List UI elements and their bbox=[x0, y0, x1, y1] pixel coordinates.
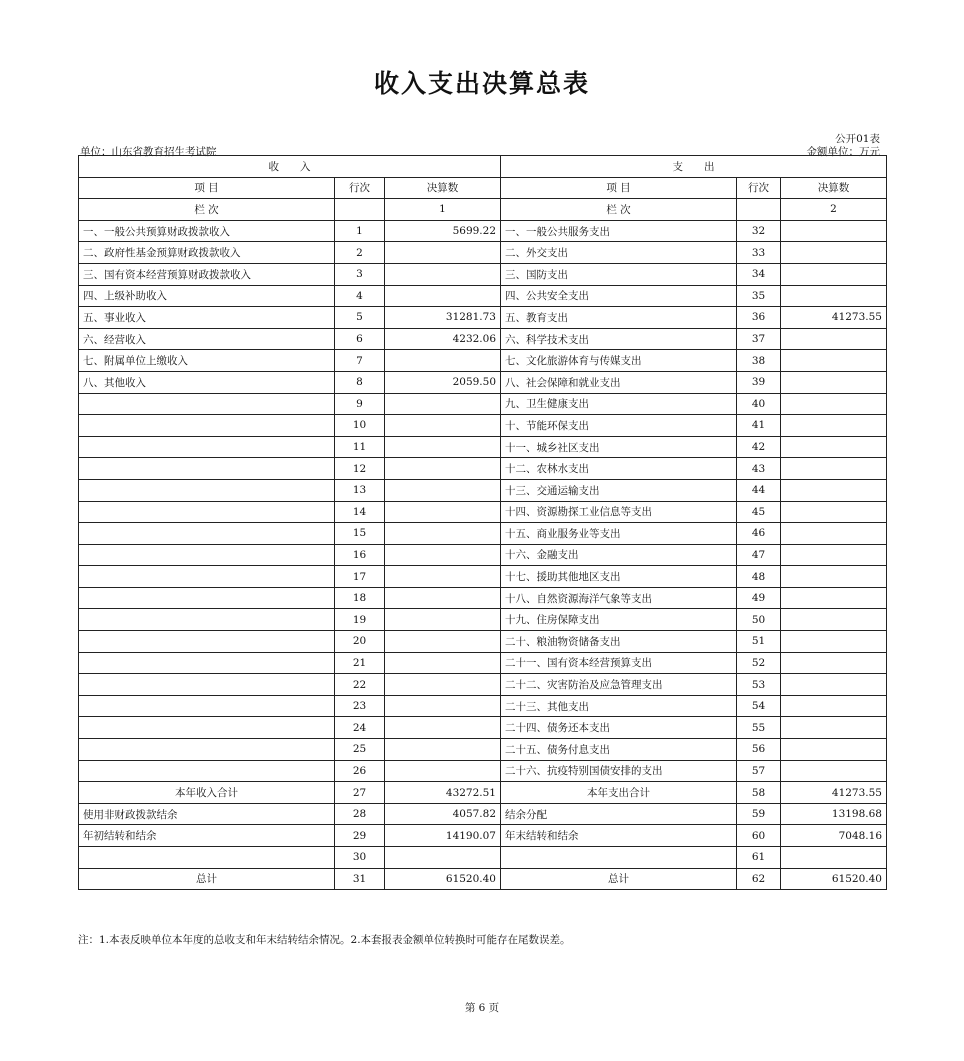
income-row-number: 4 bbox=[335, 285, 385, 307]
income-item: 三、国有资本经营预算财政拨款收入 bbox=[79, 263, 335, 285]
income-amount: 2059.50 bbox=[385, 371, 501, 393]
expense-col-number: 2 bbox=[781, 199, 887, 221]
income-item bbox=[79, 501, 335, 523]
expense-row-number: 41 bbox=[737, 415, 781, 437]
expense-amount bbox=[781, 393, 887, 415]
income-col-label: 栏 次 bbox=[79, 199, 335, 221]
expense-amount bbox=[781, 544, 887, 566]
income-amount: 14190.07 bbox=[385, 825, 501, 847]
income-item bbox=[79, 674, 335, 696]
income-item bbox=[79, 847, 335, 869]
expense-row-number: 47 bbox=[737, 544, 781, 566]
income-item bbox=[79, 652, 335, 674]
expense-row-number: 36 bbox=[737, 307, 781, 329]
expense-amount bbox=[781, 609, 887, 631]
expense-item: 二、外交支出 bbox=[501, 242, 737, 264]
income-row-number: 5 bbox=[335, 307, 385, 329]
expense-item: 三、国防支出 bbox=[501, 263, 737, 285]
expense-item: 结余分配 bbox=[501, 803, 737, 825]
expense-amount bbox=[781, 847, 887, 869]
expense-row-number: 51 bbox=[737, 631, 781, 653]
table-row bbox=[79, 868, 887, 890]
expense-amount bbox=[781, 652, 887, 674]
income-amount bbox=[385, 847, 501, 869]
expense-row-number: 34 bbox=[737, 263, 781, 285]
expense-amount-header: 决算数 bbox=[781, 177, 887, 199]
income-amount bbox=[385, 717, 501, 739]
income-item: 总计 bbox=[79, 868, 335, 890]
expense-amount bbox=[781, 371, 887, 393]
income-item bbox=[79, 566, 335, 588]
expense-item: 总计 bbox=[501, 868, 737, 890]
expense-amount bbox=[781, 566, 887, 588]
income-row-number: 18 bbox=[335, 587, 385, 609]
table-row bbox=[79, 717, 887, 739]
income-row-number: 20 bbox=[335, 631, 385, 653]
expense-item: 十一、城乡社区支出 bbox=[501, 436, 737, 458]
income-row-number: 29 bbox=[335, 825, 385, 847]
expense-item: 九、卫生健康支出 bbox=[501, 393, 737, 415]
expense-amount bbox=[781, 501, 887, 523]
income-amount: 4232.06 bbox=[385, 328, 501, 350]
table-row bbox=[79, 307, 887, 329]
expense-item: 十、节能环保支出 bbox=[501, 415, 737, 437]
expense-item: 六、科学技术支出 bbox=[501, 328, 737, 350]
income-item bbox=[79, 415, 335, 437]
form-number: 公开01表 bbox=[835, 133, 880, 145]
income-row-number: 14 bbox=[335, 501, 385, 523]
expense-item: 十二、农林水支出 bbox=[501, 458, 737, 480]
expense-amount: 41273.55 bbox=[781, 307, 887, 329]
empty-cell bbox=[737, 199, 781, 221]
table-row bbox=[79, 285, 887, 307]
table-row bbox=[79, 544, 887, 566]
expense-row-number: 60 bbox=[737, 825, 781, 847]
expense-row-number: 40 bbox=[737, 393, 781, 415]
expense-amount: 61520.40 bbox=[781, 868, 887, 890]
income-row-number: 25 bbox=[335, 739, 385, 761]
table-row bbox=[79, 523, 887, 545]
expense-item-header: 项 目 bbox=[501, 177, 737, 199]
table-row bbox=[79, 652, 887, 674]
expense-item: 二十四、债务还本支出 bbox=[501, 717, 737, 739]
income-section-header: 收 入 bbox=[79, 156, 501, 178]
expense-amount bbox=[781, 242, 887, 264]
expense-amount bbox=[781, 263, 887, 285]
expense-row-number: 56 bbox=[737, 739, 781, 761]
income-amount bbox=[385, 479, 501, 501]
expense-row-number: 52 bbox=[737, 652, 781, 674]
income-item bbox=[79, 695, 335, 717]
expense-item: 十八、自然资源海洋气象等支出 bbox=[501, 587, 737, 609]
income-item bbox=[79, 609, 335, 631]
income-item bbox=[79, 436, 335, 458]
income-row-number: 28 bbox=[335, 803, 385, 825]
expense-item: 二十五、债务付息支出 bbox=[501, 739, 737, 761]
expense-item: 二十六、抗疫特别国债安排的支出 bbox=[501, 760, 737, 782]
income-item bbox=[79, 544, 335, 566]
income-item-header: 项 目 bbox=[79, 177, 335, 199]
income-item bbox=[79, 587, 335, 609]
income-amount bbox=[385, 760, 501, 782]
income-amount bbox=[385, 501, 501, 523]
expense-amount bbox=[781, 739, 887, 761]
expense-amount bbox=[781, 631, 887, 653]
table-row bbox=[79, 674, 887, 696]
income-row-number: 16 bbox=[335, 544, 385, 566]
expense-amount bbox=[781, 436, 887, 458]
expense-row-number: 49 bbox=[737, 587, 781, 609]
income-amount bbox=[385, 674, 501, 696]
table-row bbox=[79, 782, 887, 804]
income-row-number: 22 bbox=[335, 674, 385, 696]
expense-item: 五、教育支出 bbox=[501, 307, 737, 329]
income-row-number: 1 bbox=[335, 220, 385, 242]
income-amount bbox=[385, 544, 501, 566]
income-row-number: 31 bbox=[335, 868, 385, 890]
expense-row-number: 50 bbox=[737, 609, 781, 631]
income-row-number: 11 bbox=[335, 436, 385, 458]
income-row-number: 23 bbox=[335, 695, 385, 717]
table-row bbox=[79, 458, 887, 480]
income-item bbox=[79, 458, 335, 480]
income-amount bbox=[385, 739, 501, 761]
table-row bbox=[79, 609, 887, 631]
income-amount bbox=[385, 415, 501, 437]
income-amount: 43272.51 bbox=[385, 782, 501, 804]
income-col-number: 1 bbox=[385, 199, 501, 221]
income-row-number: 10 bbox=[335, 415, 385, 437]
income-row-number: 3 bbox=[335, 263, 385, 285]
expense-item: 十七、援助其他地区支出 bbox=[501, 566, 737, 588]
income-item: 八、其他收入 bbox=[79, 371, 335, 393]
expense-row-number: 48 bbox=[737, 566, 781, 588]
income-item bbox=[79, 631, 335, 653]
expense-amount bbox=[781, 760, 887, 782]
table-row bbox=[79, 220, 887, 242]
expense-row-number: 37 bbox=[737, 328, 781, 350]
expense-row-number: 59 bbox=[737, 803, 781, 825]
table-row bbox=[79, 760, 887, 782]
income-amount: 31281.73 bbox=[385, 307, 501, 329]
income-amount bbox=[385, 242, 501, 264]
income-item: 二、政府性基金预算财政拨款收入 bbox=[79, 242, 335, 264]
income-amount-header: 决算数 bbox=[385, 177, 501, 199]
expense-row-number: 62 bbox=[737, 868, 781, 890]
income-row-number: 8 bbox=[335, 371, 385, 393]
expense-item: 十六、金融支出 bbox=[501, 544, 737, 566]
expense-row-number: 44 bbox=[737, 479, 781, 501]
income-item bbox=[79, 523, 335, 545]
expense-row-number: 43 bbox=[737, 458, 781, 480]
expense-amount bbox=[781, 717, 887, 739]
expense-row-number: 55 bbox=[737, 717, 781, 739]
income-row-number: 12 bbox=[335, 458, 385, 480]
income-row-number: 26 bbox=[335, 760, 385, 782]
income-row-number: 19 bbox=[335, 609, 385, 631]
income-expense-table bbox=[78, 155, 887, 890]
table-row bbox=[79, 263, 887, 285]
income-item: 一、一般公共预算财政拨款收入 bbox=[79, 220, 335, 242]
table-row bbox=[79, 371, 887, 393]
table-row bbox=[79, 501, 887, 523]
expense-amount bbox=[781, 285, 887, 307]
income-amount bbox=[385, 350, 501, 372]
income-item bbox=[79, 739, 335, 761]
table-row bbox=[79, 631, 887, 653]
table-row bbox=[79, 803, 887, 825]
income-amount bbox=[385, 695, 501, 717]
expense-item: 十三、交通运输支出 bbox=[501, 479, 737, 501]
expense-item: 八、社会保障和就业支出 bbox=[501, 371, 737, 393]
expense-item: 年末结转和结余 bbox=[501, 825, 737, 847]
page-number: 第 6 页 bbox=[464, 1002, 500, 1014]
income-amount: 4057.82 bbox=[385, 803, 501, 825]
expense-section-header: 支 出 bbox=[501, 156, 887, 178]
income-row-number: 9 bbox=[335, 393, 385, 415]
expense-amount bbox=[781, 328, 887, 350]
table-row bbox=[79, 739, 887, 761]
table-row bbox=[79, 695, 887, 717]
expense-item: 十五、商业服务业等支出 bbox=[501, 523, 737, 545]
expense-row-number: 33 bbox=[737, 242, 781, 264]
expense-row-number: 61 bbox=[737, 847, 781, 869]
footnote: 注：1.本表反映单位本年度的总收支和年末结转结余情况。2.本套报表金额单位转换时可能存在尾数误差。 bbox=[78, 934, 571, 946]
income-amount bbox=[385, 587, 501, 609]
expense-row-number: 45 bbox=[737, 501, 781, 523]
expense-item bbox=[501, 847, 737, 869]
income-amount bbox=[385, 652, 501, 674]
income-row-number: 27 bbox=[335, 782, 385, 804]
income-rowno-header: 行次 bbox=[335, 177, 385, 199]
table-row bbox=[79, 825, 887, 847]
income-amount bbox=[385, 609, 501, 631]
income-row-number: 21 bbox=[335, 652, 385, 674]
income-item: 使用非财政拨款结余 bbox=[79, 803, 335, 825]
expense-row-number: 54 bbox=[737, 695, 781, 717]
income-amount bbox=[385, 631, 501, 653]
table-row bbox=[79, 242, 887, 264]
expense-item: 二十、粮油物资储备支出 bbox=[501, 631, 737, 653]
table-row bbox=[79, 566, 887, 588]
expense-amount bbox=[781, 458, 887, 480]
expense-col-label: 栏 次 bbox=[501, 199, 737, 221]
expense-amount bbox=[781, 674, 887, 696]
income-item bbox=[79, 760, 335, 782]
income-row-number: 7 bbox=[335, 350, 385, 372]
income-row-number: 6 bbox=[335, 328, 385, 350]
income-amount: 61520.40 bbox=[385, 868, 501, 890]
expense-amount bbox=[781, 695, 887, 717]
income-amount bbox=[385, 393, 501, 415]
expense-item: 十九、住房保障支出 bbox=[501, 609, 737, 631]
table-row bbox=[79, 415, 887, 437]
income-item: 年初结转和结余 bbox=[79, 825, 335, 847]
expense-amount: 7048.16 bbox=[781, 825, 887, 847]
income-amount bbox=[385, 263, 501, 285]
income-amount bbox=[385, 566, 501, 588]
income-item: 本年收入合计 bbox=[79, 782, 335, 804]
expense-item: 本年支出合计 bbox=[501, 782, 737, 804]
expense-row-number: 58 bbox=[737, 782, 781, 804]
table-row bbox=[79, 587, 887, 609]
expense-row-number: 32 bbox=[737, 220, 781, 242]
income-amount bbox=[385, 458, 501, 480]
income-amount bbox=[385, 285, 501, 307]
unit-label: 单位：山东省教育招生考试院 bbox=[80, 146, 217, 158]
income-row-number: 17 bbox=[335, 566, 385, 588]
table-row bbox=[79, 393, 887, 415]
income-row-number: 30 bbox=[335, 847, 385, 869]
expense-amount: 13198.68 bbox=[781, 803, 887, 825]
income-row-number: 2 bbox=[335, 242, 385, 264]
table-row bbox=[79, 847, 887, 869]
expense-amount bbox=[781, 523, 887, 545]
income-item bbox=[79, 717, 335, 739]
income-amount bbox=[385, 436, 501, 458]
table-row bbox=[79, 350, 887, 372]
income-amount: 5699.22 bbox=[385, 220, 501, 242]
expense-item: 二十三、其他支出 bbox=[501, 695, 737, 717]
income-item: 四、上级补助收入 bbox=[79, 285, 335, 307]
expense-row-number: 35 bbox=[737, 285, 781, 307]
expense-item: 十四、资源勘探工业信息等支出 bbox=[501, 501, 737, 523]
income-row-number: 13 bbox=[335, 479, 385, 501]
expense-item: 二十二、灾害防治及应急管理支出 bbox=[501, 674, 737, 696]
expense-row-number: 38 bbox=[737, 350, 781, 372]
income-item: 七、附属单位上缴收入 bbox=[79, 350, 335, 372]
income-item bbox=[79, 393, 335, 415]
expense-rowno-header: 行次 bbox=[737, 177, 781, 199]
income-item: 五、事业收入 bbox=[79, 307, 335, 329]
expense-row-number: 42 bbox=[737, 436, 781, 458]
amount-unit: 金额单位：万元 bbox=[806, 146, 880, 158]
expense-row-number: 39 bbox=[737, 371, 781, 393]
expense-amount: 41273.55 bbox=[781, 782, 887, 804]
expense-amount bbox=[781, 479, 887, 501]
expense-item: 四、公共安全支出 bbox=[501, 285, 737, 307]
table-row bbox=[79, 328, 887, 350]
expense-row-number: 53 bbox=[737, 674, 781, 696]
income-item bbox=[79, 479, 335, 501]
expense-amount bbox=[781, 220, 887, 242]
income-item: 六、经营收入 bbox=[79, 328, 335, 350]
income-row-number: 15 bbox=[335, 523, 385, 545]
expense-item: 一、一般公共服务支出 bbox=[501, 220, 737, 242]
expense-item: 七、文化旅游体育与传媒支出 bbox=[501, 350, 737, 372]
empty-cell bbox=[335, 199, 385, 221]
income-amount bbox=[385, 523, 501, 545]
income-row-number: 24 bbox=[335, 717, 385, 739]
expense-amount bbox=[781, 415, 887, 437]
table-row bbox=[79, 436, 887, 458]
page-title: 收入支出决算总表 bbox=[373, 69, 590, 98]
expense-item: 二十一、国有资本经营预算支出 bbox=[501, 652, 737, 674]
expense-amount bbox=[781, 587, 887, 609]
expense-amount bbox=[781, 350, 887, 372]
expense-row-number: 46 bbox=[737, 523, 781, 545]
expense-row-number: 57 bbox=[737, 760, 781, 782]
table-row bbox=[79, 479, 887, 501]
